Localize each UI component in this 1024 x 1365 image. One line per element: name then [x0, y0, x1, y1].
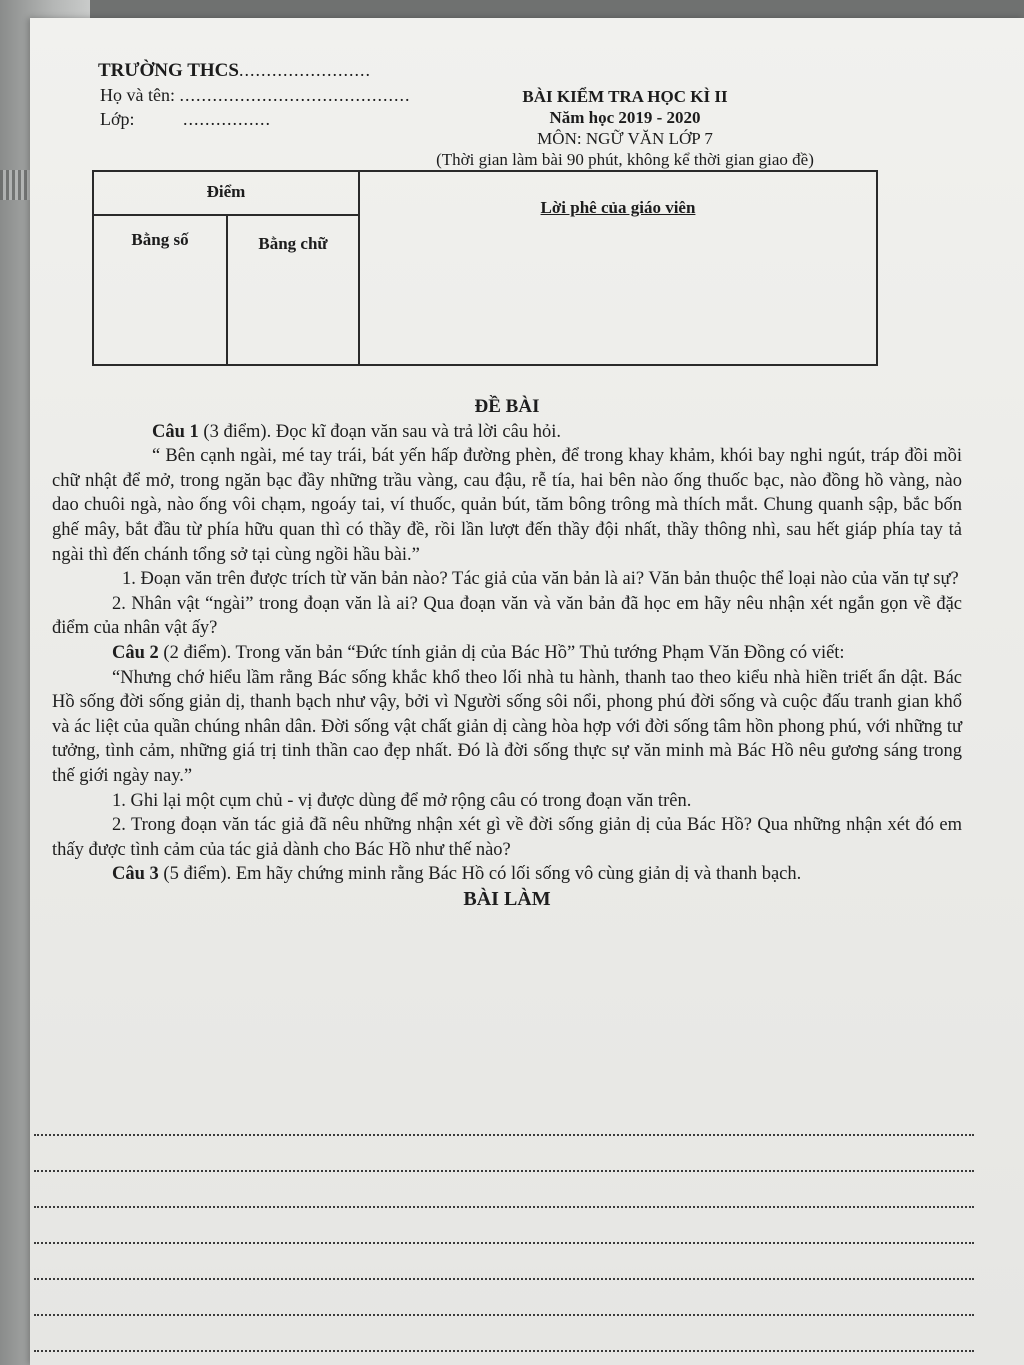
question-1-passage: “ Bên cạnh ngài, mé tay trái, bát yến hấp đường phèn, để trong khay khảm, khói bay nghi ngút, tráp đồi mồi chữ nhật để mở, trong ngăn bạc đầy những trầu vàng, cau đậu, rễ tía, hai bên nào ống thuốc bạc, nào đồng hồ vàng, nào dao chuôi ngà, nào ống vôi chạm, ngoáy tai, ví thuốc, quản bút, tăm bông trông mà thích mắt. Chung quanh sập, bắc bốn ghế mây, bắt đầu từ phía hữu quan thì có thầy đề, rồi lần lượt đến thầy đội nhất, thầy thông nhì, sau hết giáp phía tay tả ngài thì đến chánh tổng sở tại cùng ngồi hầu bài.” [52, 446, 962, 565]
answer-lines [34, 1100, 974, 1352]
score-table [92, 170, 878, 366]
answer-line[interactable] [34, 1100, 974, 1136]
class-dots: ................ [183, 109, 272, 129]
exam-heading [360, 86, 890, 170]
exam-title: BÀI KIỂM TRA HỌC KÌ II [522, 87, 728, 106]
question-3-label: Câu 3 [112, 864, 159, 885]
question-1-text: (3 điểm). Đọc kĩ đoạn văn sau và trả lời câu hỏi. [198, 421, 561, 442]
school-dots: ........................ [238, 60, 371, 80]
question-3-text: (5 điểm). Em hãy chứng minh rằng Bác Hồ có lối sống vô cùng giản dị và thanh bạch. [158, 864, 802, 885]
exam-year: Năm học 2019 - 2020 [549, 108, 701, 127]
answer-line[interactable] [34, 1280, 974, 1316]
answer-title: BÀI LÀM [463, 887, 551, 910]
exam-time-note: (Thời gian làm bài 90 phút, không kể thời gian giao đề) [436, 150, 814, 169]
question-2-text: (2 điểm). Trong văn bản “Đức tính giản dị của Bác Hồ” Thủ tướng Phạm Văn Đồng có viết: [158, 642, 845, 663]
exam-subject: MÔN: NGỮ VĂN LỚP 7 [537, 129, 713, 148]
answer-line[interactable] [34, 1136, 974, 1172]
score-by-words: Bằng chữ [258, 234, 328, 253]
answer-line[interactable] [34, 1316, 974, 1352]
score-by-number: Bằng số [131, 230, 189, 249]
school-label: TRƯỜNG THCS [98, 60, 239, 81]
answer-line[interactable] [34, 1208, 974, 1244]
question-2-passage: “Nhưng chớ hiểu lầm rằng Bác sống khắc khổ theo lối nhà tu hành, thanh tao theo kiểu nhà hiền triết ẩn dật. Bác Hồ sống đời sống giản dị, thanh bạch như vậy, bởi vì Người sống sôi nổi, phong phú đời sống và cuộc đấu tranh gian khổ và ác liệt của quần chúng nhân dân. Đời sống vật chất giản dị càng hòa hợp với đời sống tâm hồn phong phú, với những tư tưởng, tình cảm, những giá trị tinh thần cao đẹp nhất. Đó là đời sống thực sự văn minh mà Bác Hồ nêu gương sáng trong thế giới ngày nay.” [52, 667, 962, 786]
exam-content [52, 395, 962, 911]
table-divider-header [94, 214, 358, 216]
teacher-comment-header: Lời phê của giáo viên [540, 198, 696, 217]
question-3 [52, 862, 962, 887]
question-2-sub-1: 1. Ghi lại một cụm chủ - vị được dùng để mở rộng câu có trong đoạn văn trên. [112, 790, 692, 811]
name-label: Họ và tên: [100, 85, 175, 105]
class-label: Lớp: [100, 109, 135, 129]
question-2 [52, 641, 962, 666]
question-1-label: Câu 1 [152, 421, 199, 442]
question-2-sub-2: 2. Trong đoạn văn tác giả đã nêu những nhận xét gì về đời sống giản dị của Bác Hồ? Qua những nhận xét đó em thấy được tình cảm của tác giả dành cho Bác Hồ như thế nào? [52, 815, 962, 860]
question-2-label: Câu 2 [112, 642, 159, 663]
question-1-sub-1: 1. Đoạn văn trên được trích từ văn bản nào? Tác giả của văn bản là ai? Văn bản thuộc thể loại nào của văn tự sự? [122, 569, 959, 590]
score-header: Điểm [206, 182, 246, 201]
answer-line[interactable] [34, 1244, 974, 1280]
question-1 [52, 420, 962, 445]
section-title: ĐỀ BÀI [474, 396, 540, 417]
school-line [98, 58, 438, 83]
answer-line[interactable] [34, 1172, 974, 1208]
question-1-sub-2: 2. Nhân vật “ngài” trong đoạn văn là ai? Qua đoạn văn và văn bản đã học em hãy nêu nhận xét ngắn gọn về đặc điểm của nhân vật ấy? [52, 593, 962, 639]
name-dots: .......................................... [179, 85, 411, 105]
